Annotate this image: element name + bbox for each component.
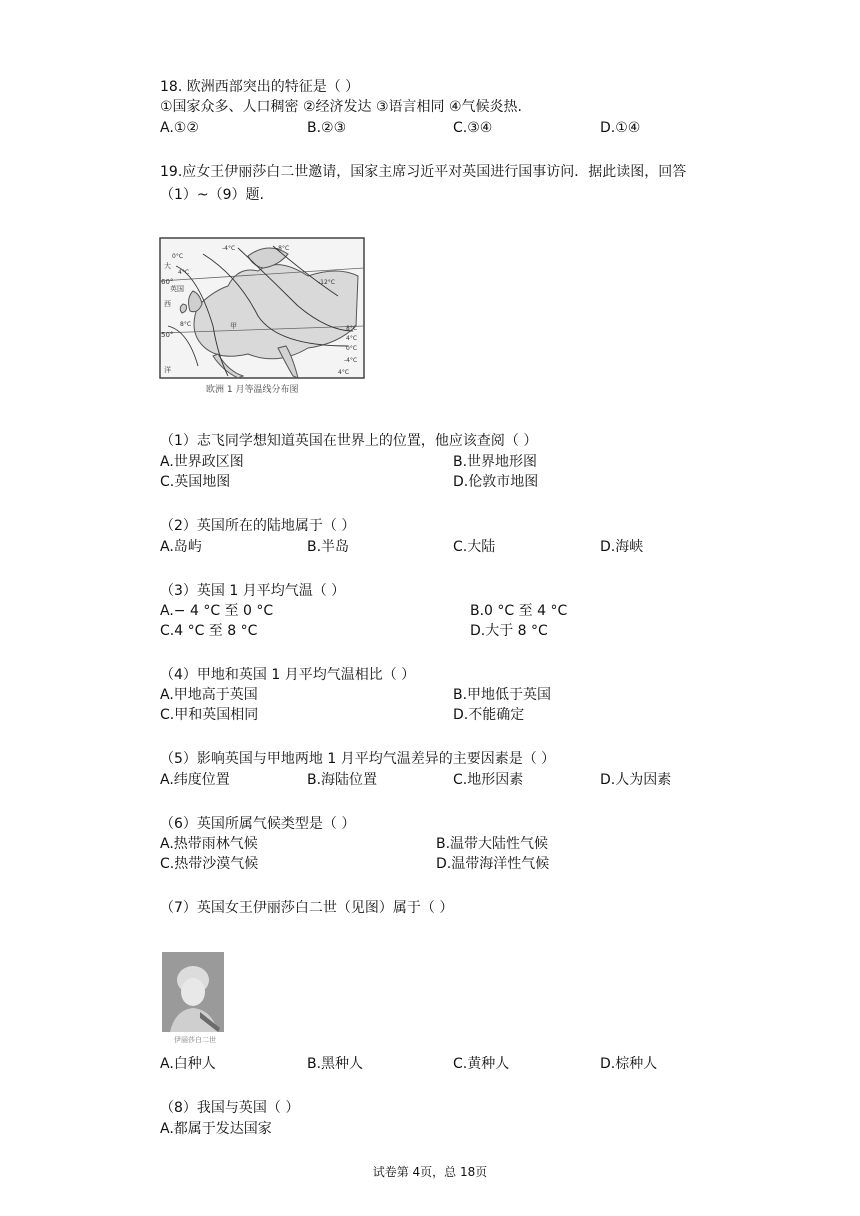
q19-2-option-c: C.大陆 (453, 539, 496, 555)
q19-7-option-b: B.黑种人 (307, 1056, 364, 1072)
q19-3-option-c: C.4 °C 至 8 °C (160, 623, 258, 639)
map-label-t4a: 4°C (178, 269, 190, 276)
map-label-r0: 0°C (346, 345, 358, 352)
map-label-t0a: 0°C (172, 253, 184, 260)
map-label-t8: 8°C (180, 321, 192, 328)
q19-7-option-d: D.棕种人 (600, 1056, 658, 1072)
map-label-r8: 8°C (346, 325, 358, 332)
q19-5-option-b: B.海陆位置 (307, 772, 378, 788)
q19-1-stem: （1）志飞同学想知道英国在世界上的位置，他应该查阅（ ） (160, 433, 538, 449)
q19-1-option-c: C.英国地图 (160, 474, 231, 490)
europe-isotherm-map (158, 236, 368, 398)
q18-option-d: D.①④ (600, 120, 641, 136)
q19-7-option-c: C.黄种人 (453, 1056, 510, 1072)
map-label-ocean2: 西 (164, 300, 171, 308)
q19-8-stem: （8）我国与英国（ ） (160, 1100, 300, 1116)
q18-option-a: A.①② (160, 120, 199, 136)
q19-6-option-a: A.热带雨林气候 (160, 836, 258, 852)
q19-4-option-d: D.不能确定 (453, 707, 525, 723)
europe-map-graphic (158, 236, 368, 398)
q19-2-stem: （2）英国所在的陆地属于（ ） (160, 518, 356, 534)
portrait-caption: 伊丽莎白二世 (174, 1036, 216, 1044)
q19-4-option-b: B.甲地低于英国 (453, 687, 552, 703)
q19-6-option-d: D.温带海洋性气候 (436, 856, 550, 872)
q19-4-stem: （4）甲地和英国 1 月平均气温相比（ ） (160, 667, 416, 683)
q19-7-stem: （7）英国女王伊丽莎白二世（见图）属于（ ） (160, 900, 454, 916)
q19-5-option-c: C.地形因素 (453, 772, 524, 788)
q19-5-option-d: D.人为因素 (600, 772, 672, 788)
map-label-b4: 4°C (338, 369, 350, 376)
q19-3-option-b: B.0 °C 至 4 °C (470, 603, 568, 619)
q19-6-option-b: B.温带大陆性气候 (436, 836, 549, 852)
map-label-lat60: 60° (161, 278, 174, 286)
q19-2-option-b: B.半岛 (307, 539, 350, 555)
map-label-tm4: -4°C (222, 245, 236, 252)
q19-3-option-d: D.大于 8 °C (470, 623, 548, 639)
page-footer: 试卷第 4页，总 18页 (372, 1165, 488, 1179)
q19-4-option-c: C.甲和英国相同 (160, 707, 259, 723)
map-label-jia: 甲 (230, 322, 237, 330)
q19-1-option-a: A.世界政区图 (160, 454, 244, 470)
map-label-tm12: -12°C (318, 279, 335, 286)
q19-7-option-a: A.白种人 (160, 1056, 216, 1072)
q19-6-stem: （6）英国所属气候类型是（ ） (160, 816, 356, 832)
q19-4-option-a: A.甲地高于英国 (160, 687, 258, 703)
portrait-image (160, 950, 240, 1045)
q19-6-option-c: C.热带沙漠气候 (160, 856, 259, 872)
map-caption: 欧洲 1 月等温线分布图 (206, 385, 299, 395)
q19-8-option-a: A.都属于发达国家 (160, 1121, 272, 1137)
q18-option-c: C.③④ (453, 120, 493, 136)
q18-option-b: B.②③ (307, 120, 347, 136)
q19-3-option-a: A.− 4 °C 至 0 °C (160, 603, 274, 619)
q19-stem-line2: （1）~（9）题. (160, 187, 264, 203)
q19-5-stem: （5）影响英国与甲地两地 1 月平均气温差异的主要因素是（ ） (160, 751, 556, 767)
queen-portrait (160, 950, 240, 1045)
map-label-ocean1: 大 (164, 262, 171, 270)
q19-stem-line1: 19.应女王伊丽莎白二世邀请，国家主席习近平对英国进行国事访问．据此读图，回答 (160, 164, 687, 180)
map-label-uk: 英国 (170, 285, 184, 293)
map-label-tm8: -8°C (276, 245, 290, 252)
q19-1-option-b: B.世界地形图 (453, 454, 538, 470)
q18-items: ①国家众多、人口稠密 ②经济发达 ③语言相同 ④气候炎热. (160, 99, 523, 115)
q19-1-option-d: D.伦敦市地图 (453, 474, 539, 490)
q19-2-option-d: D.海峡 (600, 539, 644, 555)
map-label-r4: 4°C (346, 335, 358, 342)
map-label-lat50: 50° (161, 331, 174, 339)
q18-stem: 18. 欧洲西部突出的特征是（ ） (160, 79, 360, 95)
q19-5-option-a: A.纬度位置 (160, 772, 230, 788)
q19-3-stem: （3）英国 1 月平均气温（ ） (160, 583, 346, 599)
map-label-ocean3: 洋 (164, 366, 171, 374)
map-label-rm4: -4°C (344, 357, 358, 364)
q19-2-option-a: A.岛屿 (160, 539, 202, 555)
